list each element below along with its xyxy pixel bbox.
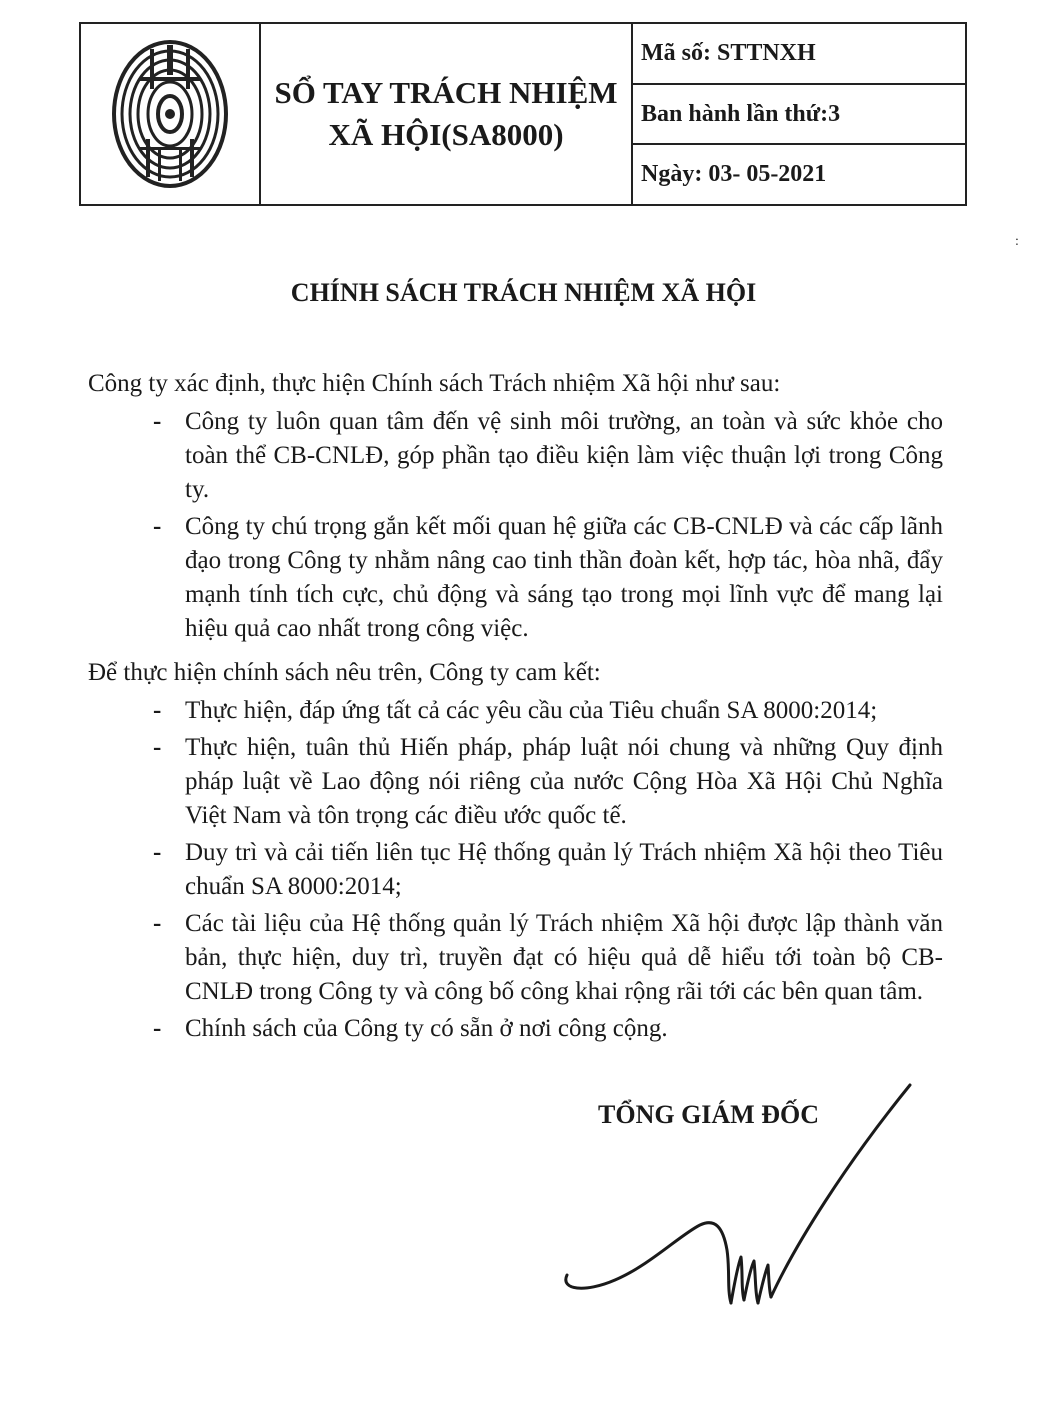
manual-title-line1: SỔ TAY TRÁCH NHIỆM: [274, 75, 618, 110]
list-item: - Công ty chú trọng gắn kết mối quan hệ giữa các CB-CNLĐ và các cấp lãnh đạo trong Công ty nhằm nâng cao tinh thần đoàn kết, hợp tác, hòa nhã, đẩy mạnh tính tích cực, chủ động và sáng tạo trong mọi lĩnh vực để mang lại hiệu quả cao nhất trong công việc.: [148, 510, 943, 646]
handwritten-signature-icon: [555, 1075, 925, 1335]
list-item: - Công ty luôn quan tâm đến vệ sinh môi trường, an toàn và sức khỏe cho toàn thể CB-CNLĐ, góp phần tạo điều kiện làm việc thuận lợi trong Công ty.: [148, 405, 943, 507]
issue-date: Ngày: 03- 05-2021: [641, 161, 827, 188]
commitments-list: [148, 694, 943, 1049]
list-item: - Thực hiện, tuân thủ Hiến pháp, pháp luật nói chung và những Quy định pháp luật về Lao động nói riêng của nước Cộng Hòa Xã Hội Chủ Nghĩa Việt Nam và tôn trọng các điều ước quốc tế.: [148, 731, 943, 833]
list-item: - Chính sách của Công ty có sẵn ở nơi công cộng.: [148, 1012, 943, 1046]
intro-paragraph: Công ty xác định, thực hiện Chính sách Trách nhiệm Xã hội như sau:: [88, 370, 781, 397]
manual-title: [261, 24, 633, 204]
list-item: - Các tài liệu của Hệ thống quản lý Trách nhiệm Xã hội được lập thành văn bản, thực hiện, duy trì, truyền đạt có hiệu quả dễ hiểu tới toàn bộ CB-CNLĐ trong Công ty và công bố công khai rộng rãi tới các bên quan tâm.: [148, 907, 943, 1009]
issue-number: Ban hành lần thứ:3: [633, 85, 965, 146]
policy-title: CHÍNH SÁCH TRÁCH NHIỆM XÃ HỘI: [290, 278, 757, 307]
list-item: - Duy trì và cải tiến liên tục Hệ thống quản lý Trách nhiệm Xã hội theo Tiêu chuẩn SA 8000:2014;: [148, 836, 943, 904]
logo-cell: [81, 24, 261, 204]
document-meta: [633, 24, 965, 204]
ink-mark: :: [1015, 234, 1019, 249]
document-header: [79, 22, 967, 206]
manual-title-line2: XÃ HỘI(SA8000): [328, 117, 564, 152]
principles-list: [148, 405, 943, 649]
list-item: - Thực hiện, đáp ứng tất cả các yêu cầu của Tiêu chuẩn SA 8000:2014;: [148, 694, 943, 728]
signer-title: TỔNG GIÁM ĐỐC: [598, 1100, 819, 1129]
commit-intro-paragraph: Để thực hiện chính sách nêu trên, Công ty cam kết:: [88, 659, 601, 686]
document-code: Mã số: STTNXH: [633, 24, 965, 85]
company-seal-logo-icon: [110, 39, 230, 189]
